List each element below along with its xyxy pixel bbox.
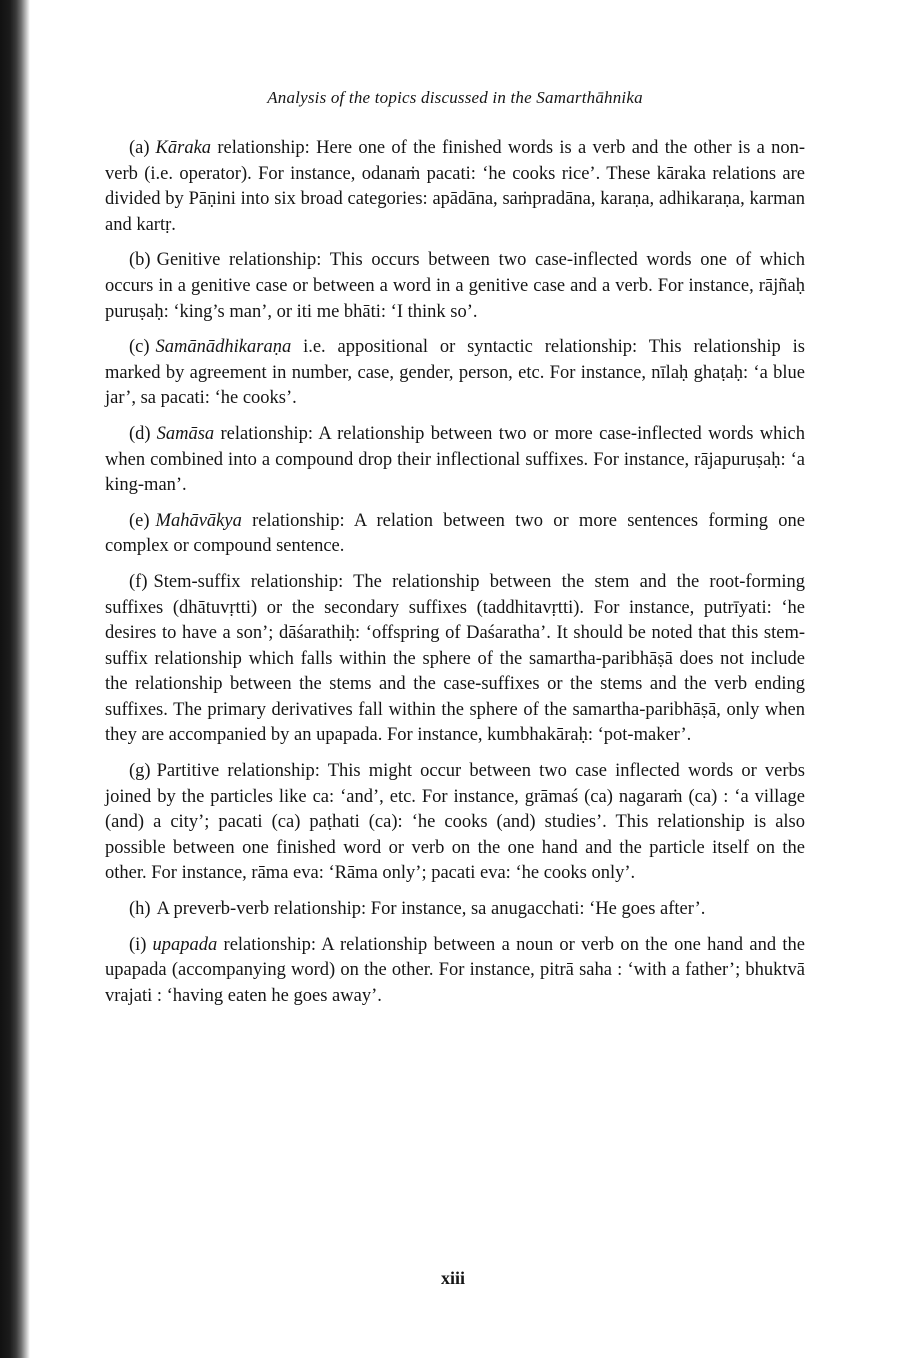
entry-label: (e): [129, 510, 150, 531]
entry-text: Partitive relationship: This might occur between two case inflected words or verbs joined by the particles like ca: ‘and’, etc. For instance, grāmaś (ca) nagaraṁ (ca) : ‘a village (and) a city’; pacati (ca) paṭhati (ca): ‘he cooks (and) studies’. This relationship is also possible between one finished word or verb on the one hand and the particle itself on the other. For instance, rāma eva: ‘Rāma only’; pacati eva: ‘he cooks only’.: [105, 761, 805, 884]
entry-label: (a): [129, 138, 150, 158]
entry-partitive: [105, 759, 805, 887]
entry-upapada: [105, 933, 805, 1010]
entry-label: (f): [129, 571, 148, 592]
entry-text: Genitive relationship: This occurs between two case-inflected words one of which occurs in a genitive case or between a word in a genitive case and a verb. For instance, rājñaḥ puruṣaḥ: ‘king’s man’, or iti me bhāti: ‘I think so’.: [105, 250, 805, 322]
entry-preverb-verb: [105, 897, 805, 923]
entry-stem-suffix: [105, 570, 805, 749]
entry-term: Kāraka: [155, 138, 212, 158]
entry-label: (h): [129, 899, 151, 920]
entry-text: Stem-suffix relationship: The relationship between the stem and the root-forming suffixes (dhātuvṛtti) or the secondary suffixes (taddhitavṛtti). For instance, putrīyati: ‘he desires to have a son’; dāśarathiḥ: ‘offspring of Daśaratha’. It should be noted that this stem-suffix relationship which falls within the sphere of the samartha-paribhāṣā does not include the relationship between the stems and the case-suffixes or the stems and the verb ending suffixes. The primary derivatives fall within the sphere of the samartha-paribhāṣā, only when they are accompanied by an upapada. For instance, kumbhakāraḥ: ‘pot-maker’.: [105, 571, 805, 746]
entry-term: Mahāvākya: [155, 510, 242, 531]
entry-text: relationship: A relationship between two or more case-inflected words which when combined into a compound drop their inflectional suffixes. For instance, rājapuruṣaḥ: ‘a king-man’.: [105, 423, 805, 496]
entry-samanadhikarana: [105, 335, 805, 412]
entry-samasa: [105, 422, 805, 499]
entry-term: Samāsa: [156, 423, 215, 444]
page-body: [105, 88, 805, 1019]
entry-label: (i): [129, 934, 147, 955]
entry-mahavakya: [105, 509, 805, 560]
scan-binding-edge: [0, 0, 30, 1358]
entry-text: relationship: Here one of the finished words is a verb and the other is a non-verb (i.e. operator). For instance, odanaṁ pacati: ‘he cooks rice’. These kāraka relations are divided by Pāṇini into six broad categories: apādāna, saṁpradāna, karaṇa, adhikaraṇa, karman and kartṛ.: [105, 138, 805, 235]
page-number: xiii: [440, 1268, 465, 1288]
entry-text: A preverb-verb relationship: For instance, sa anugacchati: ‘He goes after’.: [156, 899, 706, 920]
entry-term: Samānādhikaraṇa: [155, 337, 292, 358]
entry-text: i.e. appositional or syntactic relationship: This relationship is marked by agreement in number, case, gender, person, etc. For instance, nīlaḥ ghaṭaḥ: ‘a blue jar’, sa pacati: ‘he cooks’.: [105, 337, 805, 409]
entry-karaka: [105, 136, 805, 238]
entry-text: relationship: A relationship between a noun or verb on the one hand and the upapada (accompanying word) on the other. For instance, pitrā saha : ‘with a father’; bhuktvā vrajati : ‘having eaten he goes away’.: [105, 934, 805, 1006]
entry-label: (c): [129, 337, 150, 358]
entry-label: (d): [129, 423, 151, 444]
entry-genitive: [105, 248, 805, 325]
entry-text: relationship: A relation between two or more sentences forming one complex or compound sentence.: [105, 510, 805, 557]
entry-label: (b): [129, 250, 151, 271]
entry-label: (g): [129, 761, 151, 782]
running-head: Analysis of the topics discussed in the Samarthāhnika: [267, 88, 643, 107]
entry-term: upapada: [152, 934, 218, 955]
